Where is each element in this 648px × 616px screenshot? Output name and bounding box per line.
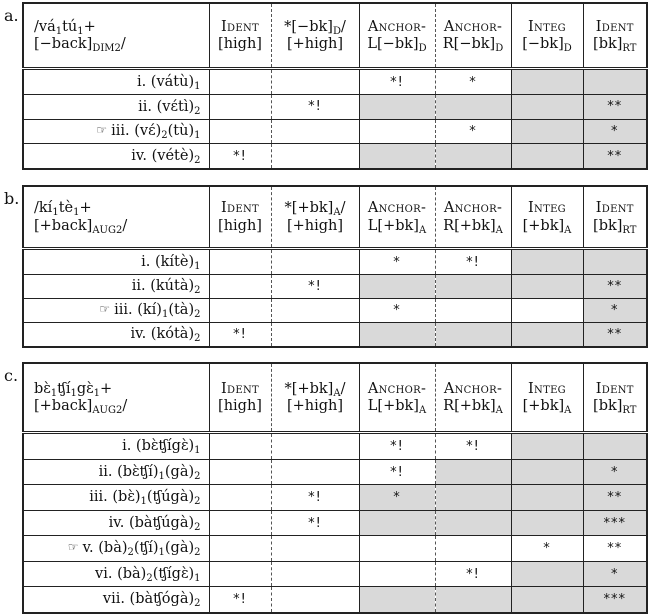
constraint-header: Integ $[+bk]_A$	[511, 363, 583, 433]
violation-cell	[435, 536, 511, 561]
violation-cell	[511, 119, 583, 144]
violation-marks: ***	[603, 592, 626, 608]
candidate-row	[23, 69, 647, 95]
violation-marks: *!	[390, 74, 404, 90]
violation-cell	[271, 322, 359, 347]
violation-marks: *!	[308, 278, 322, 294]
input-line-2: $[+back]_{AUG2}/$	[34, 398, 128, 417]
violation-cell	[511, 536, 583, 561]
candidate-label: vi. $(bà)_2(ʧígɛ̀)_1$	[95, 565, 201, 584]
violation-cell	[511, 485, 583, 510]
candidate-label: i. $(bɛ̀ʧígɛ̀)_1$	[122, 438, 201, 457]
candidate-row	[23, 459, 647, 484]
candidate-label: iii. $(bɛ̀)_1(ʧúgà)_2$	[89, 489, 201, 508]
violation-marks: *!	[233, 148, 247, 164]
violation-cell	[511, 433, 583, 460]
violation-marks: *!	[466, 439, 480, 455]
input-cell	[23, 3, 209, 69]
violation-cell	[271, 510, 359, 535]
candidate-cell	[23, 536, 209, 561]
candidate-label: iv. $(bàʧúgà)_2$	[108, 514, 201, 533]
violation-cell	[583, 536, 647, 561]
violation-cell	[583, 298, 647, 322]
violation-cell	[271, 459, 359, 484]
candidate-cell	[23, 561, 209, 586]
violation-cell	[435, 561, 511, 586]
violation-cell	[583, 274, 647, 298]
violation-cell	[359, 274, 435, 298]
candidate-cell	[23, 459, 209, 484]
input-line-1: $bɛ̀_1ʧí_1gɛ̀_1+$	[34, 380, 113, 399]
violation-cell	[511, 274, 583, 298]
pointing-hand-icon: ☞	[67, 540, 79, 555]
violation-marks: *	[611, 566, 619, 582]
violation-marks: **	[607, 99, 623, 115]
candidate-row	[23, 587, 647, 613]
candidate-label: iv. $(kótà)_2$	[130, 326, 201, 345]
violation-cell	[271, 298, 359, 322]
candidate-cell	[23, 587, 209, 613]
violation-cell	[511, 69, 583, 95]
candidate-row	[23, 95, 647, 120]
violation-marks: *	[393, 254, 401, 270]
constraint-header: Ident $[bk]_{RT}$	[583, 3, 647, 69]
violation-cell	[583, 561, 647, 586]
candidate-cell	[23, 144, 209, 169]
candidate-row	[23, 274, 647, 298]
violation-cell	[271, 95, 359, 120]
pointing-hand-icon: ☞	[99, 301, 111, 316]
violation-marks: *	[469, 74, 477, 90]
violation-cell	[271, 69, 359, 95]
violation-cell	[435, 322, 511, 347]
candidate-label: ii. $(bɛ̀ʧí)_1(gà)_2$	[98, 463, 201, 482]
input-line-1: $/vá_1tú_1+$	[34, 18, 96, 37]
constraint-header: Ident $[bk]_{RT}$	[583, 186, 647, 249]
violation-cell	[271, 119, 359, 144]
violation-cell	[209, 433, 271, 460]
violation-cell	[435, 144, 511, 169]
input-cell	[23, 186, 209, 249]
violation-cell	[511, 298, 583, 322]
tableau-label: c.	[4, 366, 19, 385]
violation-marks: *!	[308, 490, 322, 506]
violation-marks: *!	[390, 439, 404, 455]
candidate-row	[23, 510, 647, 535]
ot-tableau	[22, 2, 648, 170]
violation-cell	[435, 433, 511, 460]
violation-marks: *	[469, 123, 477, 139]
violation-cell	[271, 249, 359, 274]
violation-cell	[583, 69, 647, 95]
candidate-cell	[23, 510, 209, 535]
violation-cell	[209, 561, 271, 586]
candidate-label: vii. $(bàʧógà)_2$	[102, 591, 201, 610]
constraint-header: $*[+bk]_A/$ [+high]	[271, 363, 359, 433]
candidate-cell	[23, 249, 209, 274]
violation-cell	[359, 561, 435, 586]
candidate-label: ii. $(kútà)_2$	[131, 277, 201, 296]
violation-cell	[359, 322, 435, 347]
violation-cell	[271, 144, 359, 169]
candidate-label: ii. $(vɛ́tì)_2$	[138, 98, 201, 117]
violation-cell	[583, 587, 647, 613]
violation-marks: **	[607, 278, 623, 294]
candidate-cell	[23, 95, 209, 120]
candidate-cell	[23, 69, 209, 95]
candidate-label: iii. $(kí)_1(tà)_2$	[114, 301, 201, 320]
violation-cell	[583, 459, 647, 484]
candidate-cell	[23, 298, 209, 322]
violation-cell	[209, 322, 271, 347]
violation-marks: **	[607, 490, 623, 506]
violation-cell	[271, 274, 359, 298]
candidate-row	[23, 561, 647, 586]
violation-cell	[511, 95, 583, 120]
candidate-label: iii. $(vɛ́)_2(tù)_1$	[111, 123, 201, 142]
violation-cell	[511, 510, 583, 535]
violation-cell	[435, 510, 511, 535]
tableau-a	[0, 2, 648, 170]
violation-cell	[511, 144, 583, 169]
violation-marks: **	[607, 148, 623, 164]
violation-cell	[359, 433, 435, 460]
violation-marks: **	[607, 326, 623, 342]
pointing-hand-icon: ☞	[96, 123, 108, 138]
constraint-header: Anchor- $L[-bk]_D$	[359, 3, 435, 69]
violation-cell	[271, 561, 359, 586]
violation-cell	[583, 510, 647, 535]
candidate-row	[23, 249, 647, 274]
violation-cell	[359, 249, 435, 274]
constraint-header: Anchor- $R[+bk]_A$	[435, 186, 511, 249]
candidate-row	[23, 119, 647, 144]
violation-marks: *!	[466, 566, 480, 582]
tableau-label: a.	[4, 6, 19, 25]
violation-cell	[359, 536, 435, 561]
input-cell	[23, 363, 209, 433]
violation-cell	[359, 69, 435, 95]
input-line-1: $/kí_1tè_1+$	[34, 200, 92, 219]
violation-cell	[359, 587, 435, 613]
violation-cell	[511, 587, 583, 613]
violation-cell	[435, 274, 511, 298]
violation-cell	[209, 119, 271, 144]
constraint-header: Integ $[-bk]_D$	[511, 3, 583, 69]
violation-cell	[435, 459, 511, 484]
violation-cell	[511, 459, 583, 484]
violation-cell	[511, 322, 583, 347]
tableau-b	[0, 185, 648, 348]
constraint-header: Ident [high]	[209, 186, 271, 249]
violation-cell	[583, 433, 647, 460]
candidate-row	[23, 322, 647, 347]
violation-cell	[583, 144, 647, 169]
violation-cell	[435, 95, 511, 120]
violation-cell	[435, 69, 511, 95]
violation-cell	[209, 95, 271, 120]
violation-cell	[435, 587, 511, 613]
candidate-row	[23, 536, 647, 561]
tableau-label: b.	[4, 189, 20, 208]
violation-cell	[435, 249, 511, 274]
violation-cell	[209, 510, 271, 535]
violation-cell	[435, 485, 511, 510]
candidate-cell	[23, 119, 209, 144]
candidate-cell	[23, 485, 209, 510]
candidate-row	[23, 298, 647, 322]
violation-cell	[271, 536, 359, 561]
violation-cell	[209, 274, 271, 298]
violation-cell	[583, 322, 647, 347]
constraint-header: Anchor- $L[+bk]_A$	[359, 186, 435, 249]
violation-cell	[583, 485, 647, 510]
candidate-cell	[23, 433, 209, 460]
candidate-row	[23, 485, 647, 510]
constraint-header: Anchor- $R[+bk]_A$	[435, 363, 511, 433]
violation-cell	[209, 69, 271, 95]
violation-marks: *!	[308, 515, 322, 531]
violation-cell	[209, 587, 271, 613]
violation-cell	[359, 459, 435, 484]
violation-cell	[209, 144, 271, 169]
violation-cell	[359, 95, 435, 120]
violation-cell	[209, 485, 271, 510]
violation-cell	[209, 249, 271, 274]
candidate-cell	[23, 274, 209, 298]
constraint-header: Ident $[bk]_{RT}$	[583, 363, 647, 433]
ot-tableau	[22, 185, 648, 348]
violation-cell	[209, 459, 271, 484]
tableau-c	[0, 362, 648, 614]
candidate-label: v. $(bà)_2(ʧí)_1(gà)_2$	[82, 540, 201, 559]
violation-marks: *	[393, 302, 401, 318]
violation-cell	[271, 587, 359, 613]
candidate-row	[23, 144, 647, 169]
constraint-header: $*[+bk]_A/$ [+high]	[271, 186, 359, 249]
violation-cell	[209, 298, 271, 322]
violation-marks: **	[607, 541, 623, 557]
violation-cell	[359, 144, 435, 169]
constraint-header: Ident [high]	[209, 3, 271, 69]
input-line-2: $[+back]_{AUG2}/$	[34, 217, 128, 236]
header-row	[23, 363, 647, 433]
constraint-header: Ident [high]	[209, 363, 271, 433]
violation-cell	[359, 119, 435, 144]
candidate-label: i. $(vátù)_1$	[136, 73, 201, 92]
violation-cell	[583, 249, 647, 274]
violation-marks: *!	[308, 99, 322, 115]
candidate-cell	[23, 322, 209, 347]
constraint-header: $*[-bk]_D/$ [+high]	[271, 3, 359, 69]
violation-marks: *!	[390, 464, 404, 480]
violation-marks: *!	[466, 254, 480, 270]
candidate-label: i. $(kítè)_1$	[141, 253, 201, 272]
candidate-label: iv. $(vétè)_2$	[131, 147, 201, 166]
violation-marks: *	[611, 302, 619, 318]
violation-cell	[271, 485, 359, 510]
violation-marks: *	[611, 464, 619, 480]
violation-cell	[271, 433, 359, 460]
violation-marks: *	[393, 490, 401, 506]
violation-cell	[435, 298, 511, 322]
violation-marks: ***	[603, 515, 626, 531]
violation-marks: *	[543, 541, 551, 557]
header-row	[23, 186, 647, 249]
constraint-header: Integ $[+bk]_A$	[511, 186, 583, 249]
violation-cell	[359, 298, 435, 322]
candidate-row	[23, 433, 647, 460]
violation-cell	[583, 119, 647, 144]
violation-marks: *!	[233, 592, 247, 608]
input-line-2: $[-back]_{DIM2}/$	[34, 36, 126, 55]
violation-cell	[583, 95, 647, 120]
constraint-header: Anchor- $L[+bk]_A$	[359, 363, 435, 433]
violation-cell	[435, 119, 511, 144]
header-row	[23, 3, 647, 69]
violation-cell	[511, 561, 583, 586]
violation-cell	[209, 536, 271, 561]
violation-marks: *	[611, 123, 619, 139]
violation-cell	[359, 510, 435, 535]
constraint-header: Anchor- $R[-bk]_D$	[435, 3, 511, 69]
violation-cell	[511, 249, 583, 274]
violation-cell	[359, 485, 435, 510]
violation-marks: *!	[233, 326, 247, 342]
ot-tableau	[22, 362, 648, 614]
